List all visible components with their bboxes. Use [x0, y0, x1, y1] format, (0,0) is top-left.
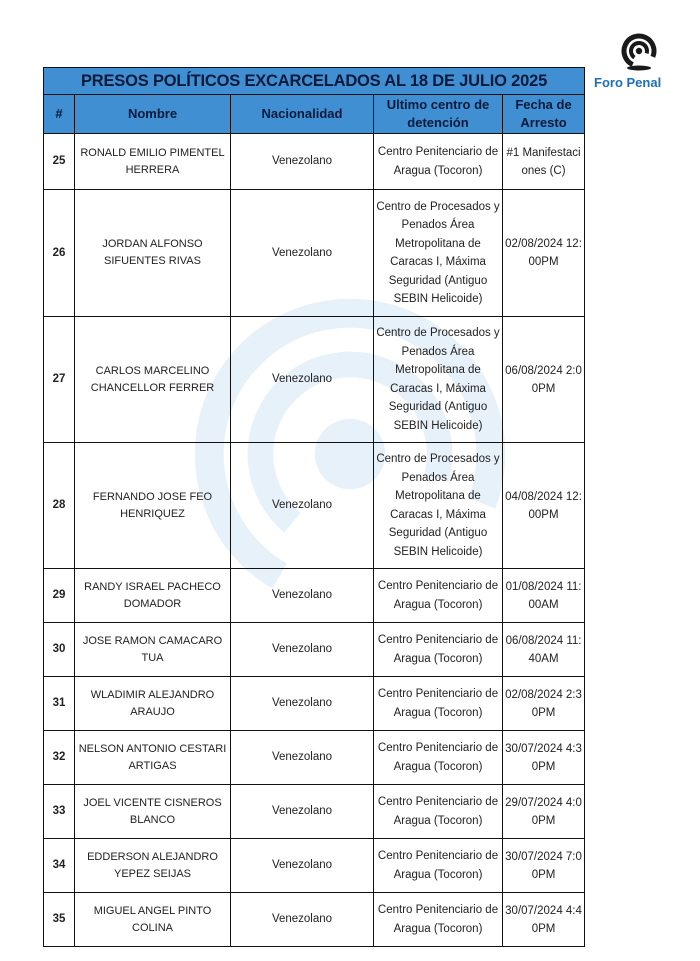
foro-penal-logo-icon	[618, 33, 660, 73]
table-row	[44, 569, 585, 623]
row-nationality: Venezolano	[231, 134, 374, 190]
row-number: 29	[44, 569, 75, 623]
row-nationality: Venezolano	[231, 731, 374, 785]
row-nationality: Venezolano	[231, 317, 374, 443]
row-center: Centro de Procesados y Penados Área Metropolitana de Caracas I, Máxima Seguridad (Antiguo SEBIN Helicoide)	[374, 443, 503, 569]
table-row	[44, 134, 585, 190]
row-name: JOEL VICENTE CISNEROS BLANCO	[75, 785, 231, 839]
row-date: 30/07/2024 4:40PM	[503, 893, 585, 947]
row-center: Centro Penitenciario de Aragua (Tocoron)	[374, 677, 503, 731]
column-header-last-center: Ultimo centro de detención	[374, 95, 503, 134]
row-center: Centro Penitenciario de Aragua (Tocoron)	[374, 785, 503, 839]
table-title: PRESOS POLÍTICOS EXCARCELADOS AL 18 DE JULIO 2025	[44, 68, 585, 95]
row-date: 02/08/2024 12:00PM	[503, 190, 585, 317]
row-date: 04/08/2024 12:00PM	[503, 443, 585, 569]
row-date: 06/08/2024 11:40AM	[503, 623, 585, 677]
row-date: 30/07/2024 7:00PM	[503, 839, 585, 893]
row-date: 06/08/2024 2:00PM	[503, 317, 585, 443]
table-row	[44, 677, 585, 731]
row-date: 02/08/2024 2:30PM	[503, 677, 585, 731]
row-center: Centro Penitenciario de Aragua (Tocoron)	[374, 569, 503, 623]
table-row	[44, 839, 585, 893]
row-nationality: Venezolano	[231, 569, 374, 623]
row-number: 28	[44, 443, 75, 569]
column-header-nationality: Nacionalidad	[231, 95, 374, 134]
header-row	[44, 95, 585, 134]
row-center: Centro Penitenciario de Aragua (Tocoron)	[374, 731, 503, 785]
row-name: JORDAN ALFONSO SIFUENTES RIVAS	[75, 190, 231, 317]
row-number: 30	[44, 623, 75, 677]
row-number: 35	[44, 893, 75, 947]
logo-text: Foro Penal	[594, 75, 662, 90]
row-center: Centro Penitenciario de Aragua (Tocoron)	[374, 134, 503, 190]
column-header-num: #	[44, 95, 75, 134]
row-date: 30/07/2024 4:30PM	[503, 731, 585, 785]
row-nationality: Venezolano	[231, 190, 374, 317]
table-row	[44, 623, 585, 677]
row-date: #1 Manifestaciones (C)	[503, 134, 585, 190]
row-date: 01/08/2024 11:00AM	[503, 569, 585, 623]
row-name: NELSON ANTONIO CESTARI ARTIGAS	[75, 731, 231, 785]
row-date: 29/07/2024 4:00PM	[503, 785, 585, 839]
row-name: FERNANDO JOSE FEO HENRIQUEZ	[75, 443, 231, 569]
table-row	[44, 443, 585, 569]
row-number: 34	[44, 839, 75, 893]
row-center: Centro de Procesados y Penados Área Metropolitana de Caracas I, Máxima Seguridad (Antiguo SEBIN Helicoide)	[374, 317, 503, 443]
row-nationality: Venezolano	[231, 785, 374, 839]
row-name: WLADIMIR ALEJANDRO ARAUJO	[75, 677, 231, 731]
row-center: Centro Penitenciario de Aragua (Tocoron)	[374, 893, 503, 947]
table-row	[44, 190, 585, 317]
row-number: 33	[44, 785, 75, 839]
table-row	[44, 785, 585, 839]
foro-penal-logo	[594, 33, 684, 103]
row-center: Centro Penitenciario de Aragua (Tocoron)	[374, 839, 503, 893]
row-name: JOSE RAMON CAMACARO TUA	[75, 623, 231, 677]
table-row	[44, 731, 585, 785]
column-header-name: Nombre	[75, 95, 231, 134]
row-name: RANDY ISRAEL PACHECO DOMADOR	[75, 569, 231, 623]
row-number: 32	[44, 731, 75, 785]
row-nationality: Venezolano	[231, 677, 374, 731]
row-nationality: Venezolano	[231, 839, 374, 893]
row-name: EDDERSON ALEJANDRO YEPEZ SEIJAS	[75, 839, 231, 893]
table-row	[44, 893, 585, 947]
row-number: 27	[44, 317, 75, 443]
table-row	[44, 317, 585, 443]
row-name: MIGUEL ANGEL PINTO COLINA	[75, 893, 231, 947]
row-number: 26	[44, 190, 75, 317]
row-nationality: Venezolano	[231, 623, 374, 677]
row-number: 31	[44, 677, 75, 731]
row-center: Centro de Procesados y Penados Área Metropolitana de Caracas I, Máxima Seguridad (Antiguo SEBIN Helicoide)	[374, 190, 503, 317]
row-name: CARLOS MARCELINO CHANCELLOR FERRER	[75, 317, 231, 443]
row-center: Centro Penitenciario de Aragua (Tocoron)	[374, 623, 503, 677]
column-header-arrest-date: Fecha de Arresto	[503, 95, 585, 134]
row-name: RONALD EMILIO PIMENTEL HERRERA	[75, 134, 231, 190]
prisoners-table	[43, 67, 585, 947]
row-number: 25	[44, 134, 75, 190]
row-nationality: Venezolano	[231, 443, 374, 569]
row-nationality: Venezolano	[231, 893, 374, 947]
